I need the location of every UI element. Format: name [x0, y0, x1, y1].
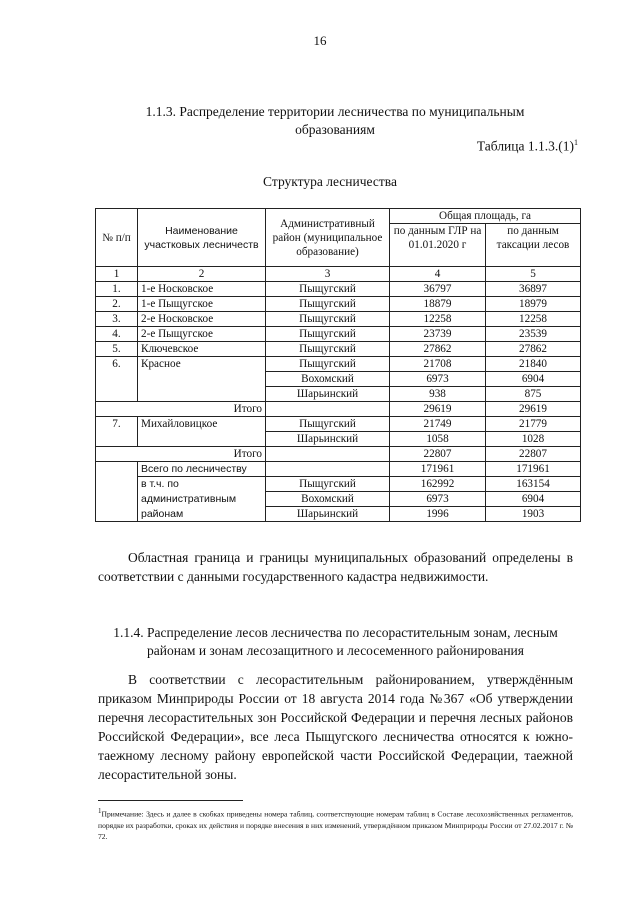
cell-area-glr: 6973	[390, 492, 486, 507]
cell-num	[96, 492, 138, 507]
table-row-total	[96, 402, 581, 417]
cell-district: Пыщугский	[266, 297, 390, 312]
table-row	[96, 417, 581, 432]
cell-num	[96, 372, 138, 387]
table-row	[96, 327, 581, 342]
cell-name: 1-е Пыщугское	[138, 297, 266, 312]
col-number: 3	[266, 267, 390, 282]
cell-area-tax: 36897	[486, 282, 581, 297]
cell-area-glr: 21749	[390, 417, 486, 432]
cell-district: Пыщугский	[266, 357, 390, 372]
cell-area-glr: 6973	[390, 372, 486, 387]
cell-name: Ключевское	[138, 342, 266, 357]
table-row	[96, 507, 581, 522]
cell-name	[138, 372, 266, 387]
cell-name: в т.ч. по	[138, 477, 266, 492]
footnote-separator	[98, 800, 243, 801]
cell-name: Михайловицкое	[138, 417, 266, 432]
cell-district: Шарьинский	[266, 387, 390, 402]
cell-area-tax: 163154	[486, 477, 581, 492]
cell-area-tax: 23539	[486, 327, 581, 342]
cell-district: Шарьинский	[266, 507, 390, 522]
cell-name: Всего по лесничеству	[138, 462, 266, 477]
cell-area-glr: 21708	[390, 357, 486, 372]
column-number-row	[96, 267, 581, 282]
cell-area-glr: 36797	[390, 282, 486, 297]
col-number: 2	[138, 267, 266, 282]
footnote-text: Примечание: Здесь и далее в скобках приведены номера таблиц, соответствующие номерам таблиц в Составе лесохозяйственных регламентов, порядке их разработки, сроках их действия и порядке внесения в них изменений, утверждённом приказом Минприроды России от 27.02.2017 г. № 72.	[98, 809, 573, 841]
table-row	[96, 312, 581, 327]
cell-name: Итого	[138, 447, 266, 462]
cell-num: 1.	[96, 282, 138, 297]
cell-num	[96, 507, 138, 522]
cell-num: 3.	[96, 312, 138, 327]
col-number: 5	[486, 267, 581, 282]
cell-area-tax: 18979	[486, 297, 581, 312]
table-row	[96, 342, 581, 357]
cell-district: Пыщугский	[266, 312, 390, 327]
cell-area-tax: 6904	[486, 492, 581, 507]
cell-area-tax: 1028	[486, 432, 581, 447]
table-row	[96, 357, 581, 372]
cell-district	[266, 402, 390, 417]
header-area: Общая площадь, га	[390, 209, 581, 224]
cell-district: Вохомский	[266, 372, 390, 387]
cell-name: 2-е Носковское	[138, 312, 266, 327]
cell-name: 2-е Пыщугское	[138, 327, 266, 342]
cell-district	[266, 447, 390, 462]
cell-district: Вохомский	[266, 492, 390, 507]
header-area-glr: по данным ГЛР на 01.01.2020 г	[390, 224, 486, 267]
cell-name	[138, 432, 266, 447]
cell-area-tax: 6904	[486, 372, 581, 387]
cell-area-tax: 27862	[486, 342, 581, 357]
cell-area-glr: 12258	[390, 312, 486, 327]
paragraph-zoning: В соответствии с лесорастительным районированием, утверждённым приказом Минприроды России от 18 августа 2014 года №367 «Об утверждении перечня лесорастительных зон Российской Федерации и перечня лесных районов Российской Федерации», все леса Пыщугского лесничества относятся к южно-таежному лесному району европейской части Российской Федерации, таежной лесорастительной зоны.	[98, 672, 573, 782]
cell-area-tax: 21840	[486, 357, 581, 372]
cell-num: 5.	[96, 342, 138, 357]
cell-area-glr: 23739	[390, 327, 486, 342]
footnote-ref: 1	[574, 138, 578, 147]
cell-area-glr: 29619	[390, 402, 486, 417]
cell-area-tax: 875	[486, 387, 581, 402]
cell-area-tax: 29619	[486, 402, 581, 417]
cell-num	[96, 402, 138, 417]
table-label-text: Таблица 1.1.3.(1)	[476, 138, 574, 154]
cell-num	[96, 447, 138, 462]
cell-name: Итого	[138, 402, 266, 417]
structure-table	[95, 208, 581, 522]
header-district: Административный район (муниципальное образование)	[266, 209, 390, 267]
cell-name: административным	[138, 492, 266, 507]
cell-district: Пыщугский	[266, 342, 390, 357]
cell-area-glr: 938	[390, 387, 486, 402]
table-label	[477, 138, 578, 155]
cell-area-tax: 12258	[486, 312, 581, 327]
cell-name: Красное	[138, 357, 266, 372]
cell-num	[96, 432, 138, 447]
cell-area-glr: 171961	[390, 462, 486, 477]
cell-name: 1-е Носковское	[138, 282, 266, 297]
col-number: 4	[390, 267, 486, 282]
cell-area-glr: 18879	[390, 297, 486, 312]
cell-num	[96, 477, 138, 492]
cell-name: районам	[138, 507, 266, 522]
cell-area-glr: 27862	[390, 342, 486, 357]
table-row	[96, 297, 581, 312]
cell-area-tax: 171961	[486, 462, 581, 477]
cell-district: Пыщугский	[266, 282, 390, 297]
cell-district: Шарьинский	[266, 432, 390, 447]
section-title: 1.1.3. Распределение территории лесничества по муниципальным образованиям	[145, 104, 525, 137]
table-row	[96, 387, 581, 402]
table-row-total	[96, 447, 581, 462]
cell-area-glr: 162992	[390, 477, 486, 492]
subsection-title: 1.1.4. Распределение лесов лесничества по лесорастительным зонам, лесным районам и зонам лесозащитного и лесосеменного районирования	[113, 625, 558, 658]
cell-district: Пыщугский	[266, 327, 390, 342]
cell-area-glr: 22807	[390, 447, 486, 462]
header-name: Наименование участковых лесничеств	[138, 209, 266, 267]
footnote	[98, 806, 573, 842]
cell-area-tax: 22807	[486, 447, 581, 462]
table-row	[96, 477, 581, 492]
cell-district	[266, 462, 390, 477]
table-row	[96, 372, 581, 387]
header-num: № п/п	[96, 209, 138, 267]
cell-area-tax: 21779	[486, 417, 581, 432]
cell-district: Пыщугский	[266, 417, 390, 432]
table-row	[96, 282, 581, 297]
cell-district: Пыщугский	[266, 477, 390, 492]
cell-num: 7.	[96, 417, 138, 432]
table-caption: Структура лесничества	[263, 174, 397, 189]
cell-num	[96, 462, 138, 477]
table-row	[96, 432, 581, 447]
cell-area-glr: 1058	[390, 432, 486, 447]
col-number: 1	[96, 267, 138, 282]
page-number: 16	[313, 33, 327, 48]
cell-num: 6.	[96, 357, 138, 372]
cell-area-tax: 1903	[486, 507, 581, 522]
table-row	[96, 492, 581, 507]
footnote-mark: 1	[98, 807, 102, 815]
cell-num: 2.	[96, 297, 138, 312]
header-area-tax: по данным таксации лесов	[486, 224, 581, 267]
cell-name	[138, 387, 266, 402]
cell-num	[96, 387, 138, 402]
cell-num: 4.	[96, 327, 138, 342]
table-row-grand-total	[96, 462, 581, 477]
header-row-1	[96, 209, 581, 224]
cell-area-glr: 1996	[390, 507, 486, 522]
paragraph-boundaries: Областная граница и границы муниципальных образований определены в соответствии с данными государственного кадастра недвижимости.	[98, 550, 573, 584]
